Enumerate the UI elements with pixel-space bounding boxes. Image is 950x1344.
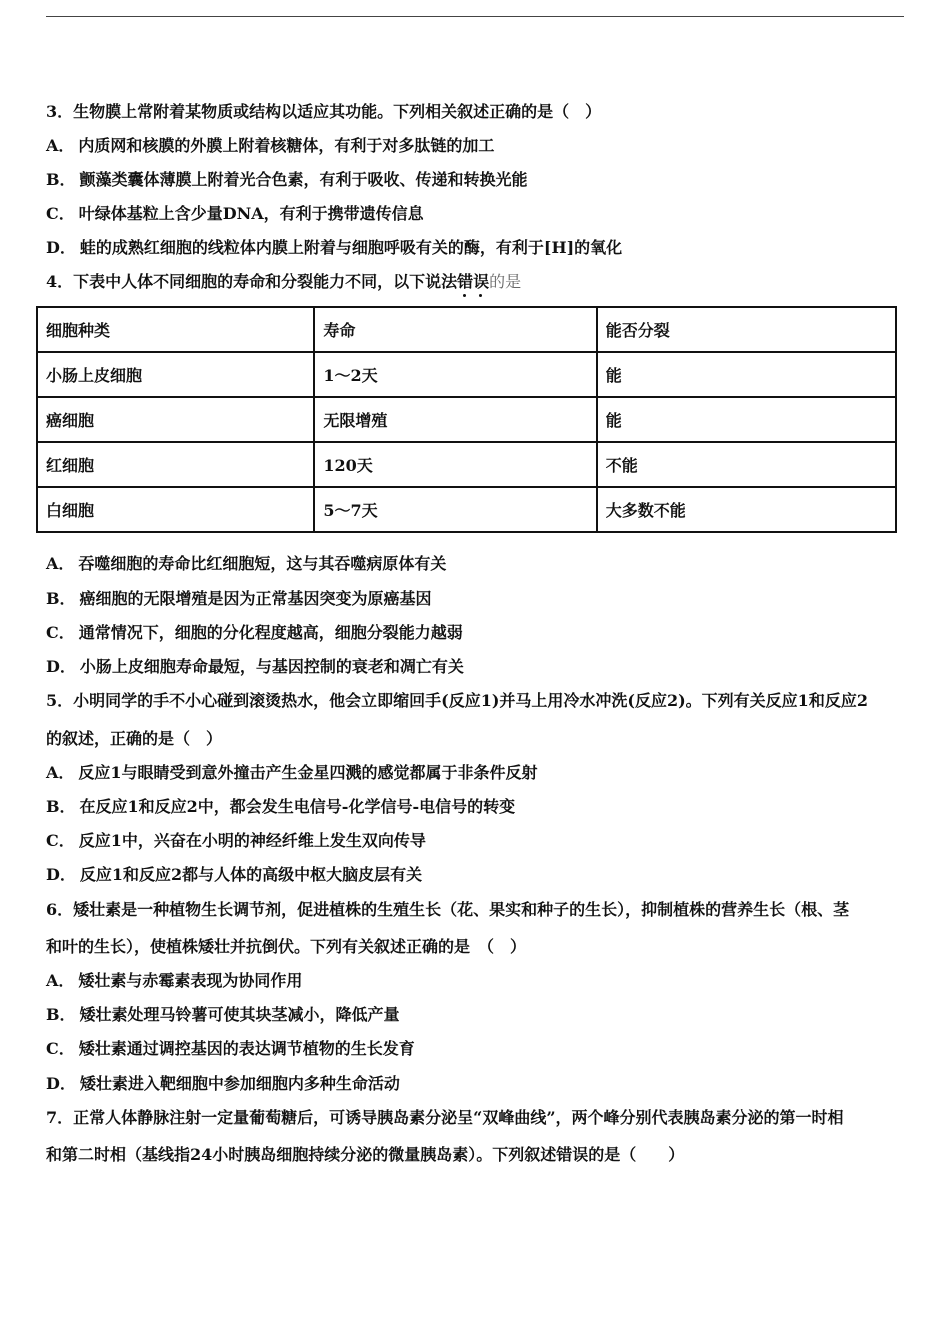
table-header-cell: 能否分裂 bbox=[597, 307, 896, 352]
table-cell: 白细胞 bbox=[37, 487, 314, 532]
option-letter: B． bbox=[46, 170, 76, 189]
q6-option-a[interactable] bbox=[46, 971, 302, 991]
q6-option-c[interactable] bbox=[46, 1039, 415, 1059]
q4-option-b[interactable] bbox=[46, 589, 432, 609]
table-cell: 无限增殖 bbox=[314, 397, 596, 442]
table-cell: 不能 bbox=[597, 442, 896, 487]
option-letter: B． bbox=[46, 797, 76, 816]
table-cell: 红细胞 bbox=[37, 442, 314, 487]
table-cell: 5～7天 bbox=[314, 487, 596, 532]
option-text: 小肠上皮细胞寿命最短，与基因控制的衰老和凋亡有关 bbox=[79, 657, 464, 676]
q3-option-d[interactable] bbox=[46, 238, 622, 258]
option-text: 矮壮素进入靶细胞中参加细胞内多种生命活动 bbox=[79, 1074, 400, 1093]
option-letter: A． bbox=[46, 971, 75, 990]
cell-lifespan-table bbox=[36, 306, 897, 533]
emphasis-dot bbox=[463, 294, 466, 297]
option-text: 反应1和反应2都与人体的高级中枢大脑皮层有关 bbox=[79, 865, 423, 884]
q3-stem: 3．生物膜上常附着某物质或结构以适应其功能。下列相关叙述正确的是（ ） bbox=[46, 102, 602, 121]
q4-stem bbox=[46, 272, 521, 292]
q5-option-b[interactable] bbox=[46, 797, 515, 817]
option-letter: D． bbox=[46, 238, 76, 257]
emphasis-text: 错误 bbox=[457, 272, 490, 291]
q7-stem-line2: 和第二时相（基线指24小时胰岛细胞持续分泌的微量胰岛素）。下列叙述错误的是（ ） bbox=[46, 1145, 685, 1164]
table-cell: 120天 bbox=[314, 442, 596, 487]
q6-stem-line1: 6．矮壮素是一种植物生长调节剂，促进植株的生殖生长（花、果实和种子的生长），抑制植株的营养生长（根、茎 bbox=[46, 900, 850, 919]
q4-stem-emphasis bbox=[457, 272, 489, 292]
option-text: 癌细胞的无限增殖是因为正常基因突变为原癌基因 bbox=[79, 589, 432, 608]
q3-option-b[interactable] bbox=[46, 170, 528, 190]
q5-stem-line2: 的叙述，正确的是（ ） bbox=[46, 729, 223, 748]
option-text: 通常情况下，细胞的分化程度越高，细胞分裂能力越弱 bbox=[78, 623, 463, 642]
q3-option-a[interactable] bbox=[46, 136, 494, 156]
option-text: 颤藻类囊体薄膜上附着光合色素，有利于吸收、传递和转换光能 bbox=[79, 170, 528, 189]
table-header-cell: 细胞种类 bbox=[37, 307, 314, 352]
q4-option-a[interactable] bbox=[46, 554, 446, 574]
table-cell: 1～2天 bbox=[314, 352, 596, 397]
option-text: 吞噬细胞的寿命比红细胞短，这与其吞噬病原体有关 bbox=[78, 554, 447, 573]
option-text: 反应1中，兴奋在小明的神经纤维上发生双向传导 bbox=[78, 831, 426, 850]
option-letter: C． bbox=[46, 831, 75, 850]
table-header-row bbox=[37, 307, 896, 352]
q7-stem-line1: 7．正常人体静脉注射一定量葡萄糖后，可诱导胰岛素分泌呈“双峰曲线”，两个峰分别代表胰岛素分泌的第一时相 bbox=[46, 1108, 844, 1127]
table-cell: 大多数不能 bbox=[597, 487, 896, 532]
q5-stem-line1: 5．小明同学的手不小心碰到滚烫热水，他会立即缩回手(反应1)并马上用冷水冲洗(反应2)。下列有关反应1和反应2 bbox=[46, 691, 868, 710]
header-rule bbox=[46, 16, 904, 17]
q4-option-d[interactable] bbox=[46, 657, 464, 677]
table-row bbox=[37, 397, 896, 442]
q4-stem-before: 4．下表中人体不同细胞的寿命和分裂能力不同，以下说法 bbox=[46, 272, 458, 291]
table-row bbox=[37, 352, 896, 397]
q6-option-b[interactable] bbox=[46, 1005, 400, 1025]
option-letter: A． bbox=[46, 763, 75, 782]
table-cell: 癌细胞 bbox=[37, 397, 314, 442]
table-row bbox=[37, 442, 896, 487]
option-letter: C． bbox=[46, 204, 75, 223]
q5-option-d[interactable] bbox=[46, 865, 422, 885]
option-letter: C． bbox=[46, 1039, 75, 1058]
table-cell: 小肠上皮细胞 bbox=[37, 352, 314, 397]
q5-option-c[interactable] bbox=[46, 831, 426, 851]
table-header-cell: 寿命 bbox=[314, 307, 596, 352]
option-text: 反应1与眼睛受到意外撞击产生金星四溅的感觉都属于非条件反射 bbox=[78, 763, 538, 782]
q6-stem-line2: 和叶的生长），使植株矮壮并抗倒伏。下列有关叙述正确的是 （ ） bbox=[46, 937, 527, 956]
table-cell: 能 bbox=[597, 352, 896, 397]
option-text: 矮壮素处理马铃薯可使其块茎减小，降低产量 bbox=[79, 1005, 400, 1024]
q6-option-d[interactable] bbox=[46, 1074, 400, 1094]
q4-option-c[interactable] bbox=[46, 623, 463, 643]
option-text: 内质网和核膜的外膜上附着核糖体，有利于对多肽链的加工 bbox=[78, 136, 495, 155]
option-text: 蛙的成熟红细胞的线粒体内膜上附着与细胞呼吸有关的酶，有利于[H]的氧化 bbox=[79, 238, 623, 257]
table-row bbox=[37, 487, 896, 532]
option-letter: D． bbox=[46, 657, 76, 676]
option-letter: B． bbox=[46, 589, 76, 608]
emphasis-dot bbox=[479, 294, 482, 297]
option-text: 矮壮素通过调控基因的表达调节植物的生长发育 bbox=[78, 1039, 415, 1058]
q4-stem-after: 的是 bbox=[489, 272, 522, 291]
option-letter: A． bbox=[46, 554, 75, 573]
option-letter: C． bbox=[46, 623, 75, 642]
option-text: 在反应1和反应2中，都会发生电信号-化学信号-电信号的转变 bbox=[79, 797, 516, 816]
option-letter: A． bbox=[46, 136, 75, 155]
table-cell: 能 bbox=[597, 397, 896, 442]
option-text: 叶绿体基粒上含少量DNA，有利于携带遗传信息 bbox=[78, 204, 424, 223]
option-letter: D． bbox=[46, 1074, 76, 1093]
option-letter: D． bbox=[46, 865, 76, 884]
q3-option-c[interactable] bbox=[46, 204, 424, 224]
option-text: 矮壮素与赤霉素表现为协同作用 bbox=[78, 971, 303, 990]
option-letter: B． bbox=[46, 1005, 76, 1024]
q5-option-a[interactable] bbox=[46, 763, 538, 783]
